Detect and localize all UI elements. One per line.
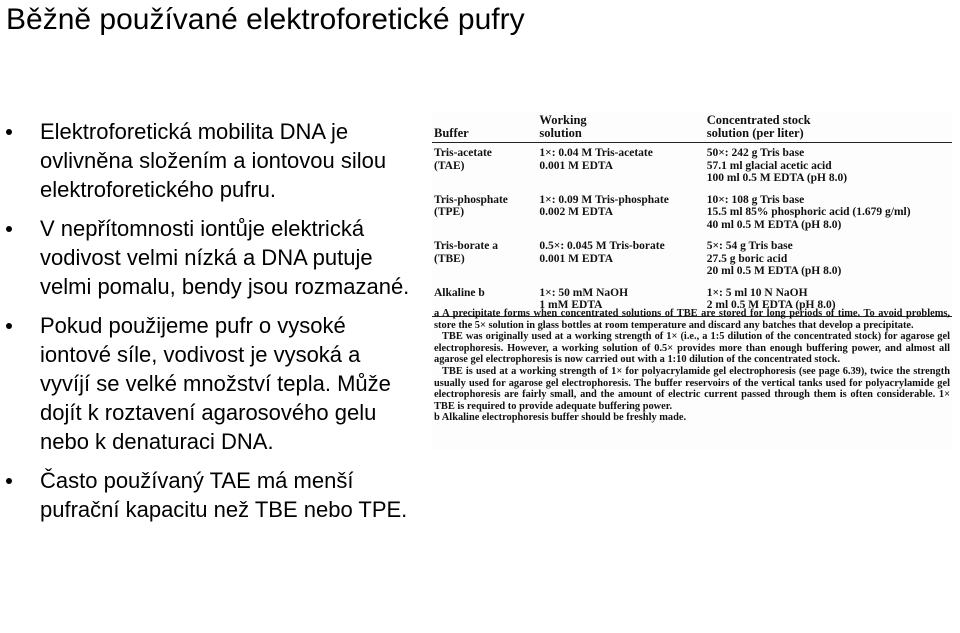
cell-buffer: Tris-phosphate (TPE)	[434, 193, 508, 218]
table-footnotes	[434, 308, 950, 424]
footnote: b Alkaline electrophoresis buffer should be freshly made.	[434, 412, 687, 424]
bullet-item	[0, 117, 410, 204]
bullet-text: Často používaný TAE má menší pufrační kapacitu než TBE nebo TPE.	[40, 468, 408, 522]
table-row	[432, 190, 952, 237]
cell-buffer: Alkaline b	[432, 283, 539, 317]
cell-working: 1×: 0.04 M Tris-acetate 0.001 M EDTA	[539, 147, 653, 172]
cell-buffer: Tris-borate a (TBE)	[434, 240, 498, 265]
table-row	[432, 143, 952, 190]
bullet-item	[0, 311, 410, 456]
table-header-row	[432, 112, 952, 143]
bullet-dot-icon	[6, 478, 12, 484]
bullet-text: V nepřítomnosti iontůje elektrická vodivost velmi nízká a DNA putuje velmi pomalu, bendy jsou rozmazané.	[40, 216, 410, 299]
bullet-dot-icon	[6, 226, 12, 232]
buffer-table	[432, 112, 952, 317]
footnote: TBE was originally used at a working strength of 1× (i.e., a 1:5 dilution of the concentrated stock) for agarose gel electrophoresis. However, a working solution of 0.5× provides more than enough buffering power, and almost all agarose gel electrophoresis is now carried out with a 1:10 dilution of the concentrated stock.	[434, 331, 950, 366]
cell-working: 1×: 50 mM NaOH 1 mM EDTA	[539, 283, 706, 317]
bullet-dot-icon	[6, 323, 12, 329]
footnote: TBE is used at a working strength of 1× for polyacrylamide gel electrophoresis (see page 6.39), twice the strength usually used for agarose gel electrophoresis. The buffer reservoirs of the vertical tanks used for polyacrylamide gel electrophoresis are fairly small, and the amount of electric current passed through them is often considerable. 1× TBE is required to provide adequate buffering power.	[434, 365, 950, 412]
header-concentrated-stock: Concentrated stock solution (per liter)	[707, 112, 952, 143]
cell-working: 0.5×: 0.045 M Tris-borate 0.001 M EDTA	[539, 240, 665, 265]
bullet-list	[0, 117, 410, 534]
cell-stock: 50×: 242 g Tris base 57.1 ml glacial acetic acid 100 ml 0.5 M EDTA (pH 8.0)	[706, 147, 848, 184]
bullet-text: Elektroforetická mobilita DNA je ovlivněna složením a iontovou silou elektroforetického pufru.	[40, 119, 387, 202]
header-working-solution: Working solution	[539, 112, 706, 143]
bullet-item	[0, 214, 410, 301]
bullet-item	[0, 466, 410, 524]
footnote: a A precipitate forms when concentrated solutions of TBE are stored for long periods of time. To avoid problems, store the 5× solution in glass bottles at room temperature and discard any batches that develop a precipitate.	[434, 308, 950, 331]
cell-working: 1×: 0.09 M Tris-phosphate 0.002 M EDTA	[539, 193, 669, 218]
cell-stock: 10×: 108 g Tris base 15.5 ml 85% phosphoric acid (1.679 g/ml) 40 ml 0.5 M EDTA (pH 8.0)	[706, 193, 911, 231]
header-buffer: Buffer	[432, 112, 539, 143]
buffer-table-image	[432, 112, 952, 450]
slide-title: Běžně používané elektroforetické pufry	[6, 3, 525, 36]
bullet-dot-icon	[6, 129, 12, 135]
table-row	[432, 236, 952, 283]
cell-stock: 5×: 54 g Tris base 27.5 g boric acid 20 ml 0.5 M EDTA (pH 8.0)	[706, 240, 842, 277]
bullet-text: Pokud použijeme pufr o vysoké iontové síle, vodivost je vysoká a vyvíjí se velké množství tepla. Může dojít k roztavení agarosového gelu nebo k denaturaci DNA.	[40, 313, 391, 454]
cell-buffer: Tris-acetate (TAE)	[434, 147, 492, 172]
cell-stock: 1×: 5 ml 10 N NaOH 2 ml 0.5 M EDTA (pH 8.0)	[707, 283, 952, 317]
